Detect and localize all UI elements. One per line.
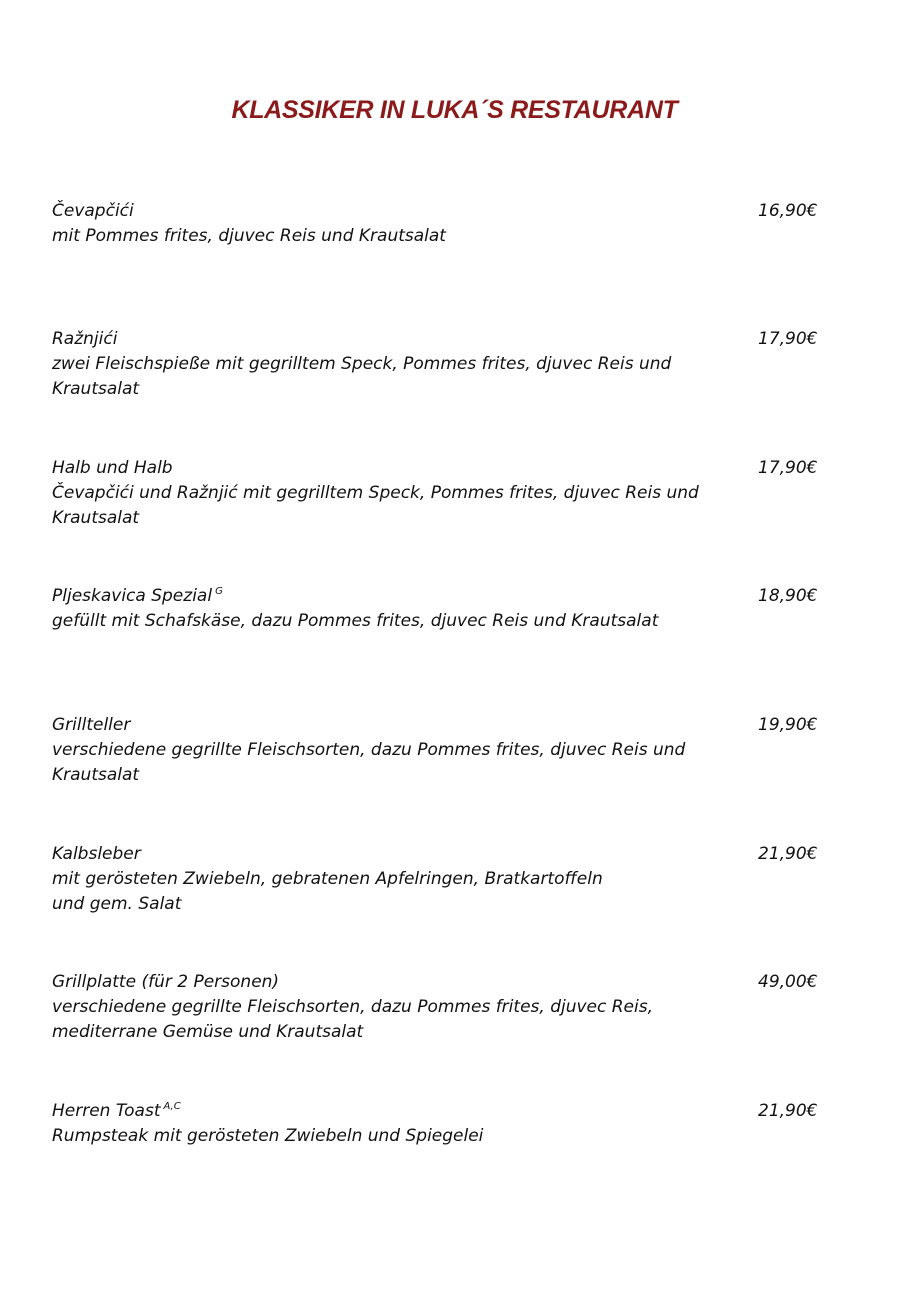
dish-description: Rumpsteak mit gerösteten Zwiebeln und Spiegelei xyxy=(52,1126,484,1146)
dish-price: 21,90€ xyxy=(758,1101,818,1121)
dish-description: verschiedene gegrillte Fleischsorten, dazu Pommes frites, djuvec Reis, mediterrane Gemüse und Krautsalat xyxy=(52,997,654,1042)
dish-name: Herren Toast xyxy=(52,1101,161,1121)
dish-price: 17,90€ xyxy=(758,329,818,349)
menu-item-halb-und-halb xyxy=(52,456,832,531)
dish-description: Čevapčići und Ražnjić mit gegrilltem Speck, Pommes frites, djuvec Reis und Krautsalat xyxy=(52,483,699,528)
dish-name: Grillplatte (für 2 Personen) xyxy=(52,972,280,992)
dish-name: Ražnjići xyxy=(52,329,118,349)
dish-description: verschiedene gegrillte Fleischsorten, dazu Pommes frites, djuvec Reis und Krautsalat xyxy=(52,740,686,785)
dish-description: gefüllt mit Schafskäse, dazu Pommes frites, djuvec Reis und Krautsalat xyxy=(52,611,659,631)
dish-name: Čevapčići xyxy=(52,201,134,221)
menu-item-pljeskavica-spezial xyxy=(52,584,832,634)
dish-description: zwei Fleischspieße mit gegrilltem Speck, Pommes frites, djuvec Reis und Krautsalat xyxy=(52,354,672,399)
menu-item-grillteller xyxy=(52,713,832,788)
dish-name: Kalbsleber xyxy=(52,844,141,864)
allergen-marker: A,C xyxy=(163,1101,181,1112)
dish-name: Halb und Halb xyxy=(52,458,173,478)
dish-description: mit Pommes frites, djuvec Reis und Krautsalat xyxy=(52,226,446,246)
menu-item-raznjici xyxy=(52,327,832,402)
menu-item-cevapcici xyxy=(52,199,832,249)
dish-price: 18,90€ xyxy=(758,586,818,606)
dish-price: 49,00€ xyxy=(758,972,818,992)
dish-description: mit gerösteten Zwiebeln, gebratenen Apfelringen, Bratkartoffeln und gem. Salat xyxy=(52,869,603,914)
dish-name: Grillteller xyxy=(52,715,131,735)
allergen-marker: G xyxy=(215,586,223,597)
menu-item-herren-toast xyxy=(52,1099,832,1149)
dish-price: 16,90€ xyxy=(758,201,818,221)
dish-name: Pljeskavica Spezial xyxy=(52,586,213,606)
menu-item-grillplatte xyxy=(52,970,832,1045)
dish-price: 17,90€ xyxy=(758,458,818,478)
menu-title: KLASSIKER IN LUKA´S RESTAURANT xyxy=(231,96,678,124)
dish-price: 21,90€ xyxy=(758,844,818,864)
menu-item-kalbsleber xyxy=(52,842,832,917)
dish-price: 19,90€ xyxy=(758,715,818,735)
